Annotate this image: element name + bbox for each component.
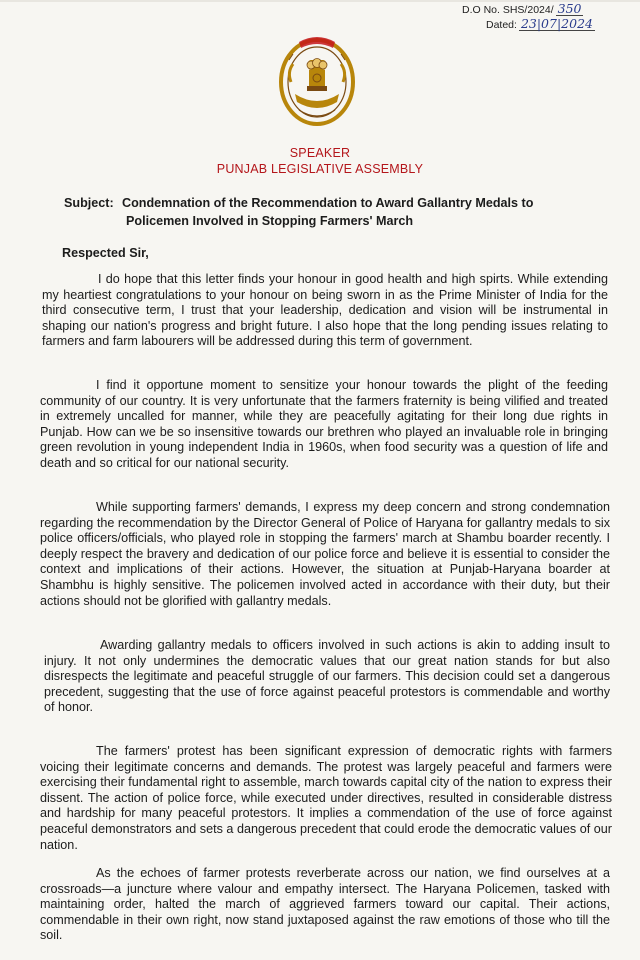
subject-label: Subject: (64, 196, 114, 210)
reference-block (462, 2, 638, 32)
paragraph-5: The farmers' protest has been significant expression of democratic rights with farmers voicing their legitimate concerns and demands. The protest was largely peaceful and farmers were exercising their fundamental right to assemble, march towards capital city of the nation to express their dissent. The action of police force, while executed under directives, resulted in considerable distress and hardship for many peaceful protestors. It implies a commendation of the use of force against peaceful demonstrators and sets a dangerous precedent that could erode the democratic values of our nation. (40, 744, 612, 852)
do-label: D.O No. SHS/2024/ (462, 4, 554, 16)
date-row (462, 17, 638, 32)
subject-block (64, 194, 612, 230)
do-number-row (462, 2, 638, 17)
paragraph-3: While supporting farmers' demands, I express my deep concern and strong condemnation regarding the recommendation by the Director General of Police of Haryana for gallantry medals to six police officers/officials, who played role in stopping the farmers' march at Shambu boarder recently. I deeply respect the bravery and dedication of our police force and believe it is essential to consider the context and implications of their actions. However, the situation at Punjab-Haryana boarder at Shambhu is highly sensitive. The policemen involved acted in accordance with their duty, but their actions should not be glorified with gallantry medals. (40, 500, 610, 608)
paragraph-4: Awarding gallantry medals to officers involved in such actions is akin to adding insult to injury. It not only undermines the democratic values that our great nation stands for but also disrespects the legitimate and peaceful struggle of our farmers. This decision could set a dangerous precedent, suggesting that the use of force against peaceful protestors is commendable and worthy of honor. (44, 638, 610, 715)
paragraph-2: I find it opportune moment to sensitize your honour towards the plight of the feeding community of our country. It is very unfortunate that the farmers fraternity is being vilified and treated in extremely uncalled for manner, while they are peacefully agitating for their long due rights in Punjab. How can we be so insensitive towards our brethren who played an invaluable role in bringing green revolution in young independent India in 1960s, when food security was a question of life and death and so critical for our national security. (40, 378, 608, 470)
paragraph-1: I do hope that this letter finds your honour in good health and high spirts. While extending my heartiest congratulations to your honour on being sworn in as the Prime Minister of India for the third consecutive term, I trust that your leadership, dedication and vision will be instrumental in shaping our nation's progress and bright future. I also hope that the long pending issues relating to farmers and farm labourers will be addressed during this term of government. (42, 272, 608, 349)
do-number-handwritten: 350 (557, 1, 582, 16)
paragraph-6: As the echoes of farmer protests reverberate across our nation, we find ourselves at a crossroads—a juncture where valour and empathy intersect. The Haryana Policemen, tasked with maintaining order, halted the march of aggrieved farmers toward our capital. Their actions, commendable in their own right, now stand juxtaposed against the raw emotions of those who till the soil. (40, 866, 610, 943)
subject-text-2: Policemen Involved in Stopping Farmers' March (126, 214, 414, 228)
subject-text-1: Condemnation of the Recommendation to Award Gallantry Medals to (122, 196, 534, 210)
letterhead-title: SPEAKER (289, 146, 351, 160)
letterhead-subtitle: PUNJAB LEGISLATIVE ASSEMBLY (216, 162, 424, 176)
date-handwritten: 23|07|2024 (520, 16, 593, 31)
salutation: Respected Sir, (62, 246, 149, 260)
subject-line-1 (64, 194, 612, 212)
assembly-emblem-icon (275, 32, 359, 128)
dated-label: Dated: (486, 19, 517, 31)
